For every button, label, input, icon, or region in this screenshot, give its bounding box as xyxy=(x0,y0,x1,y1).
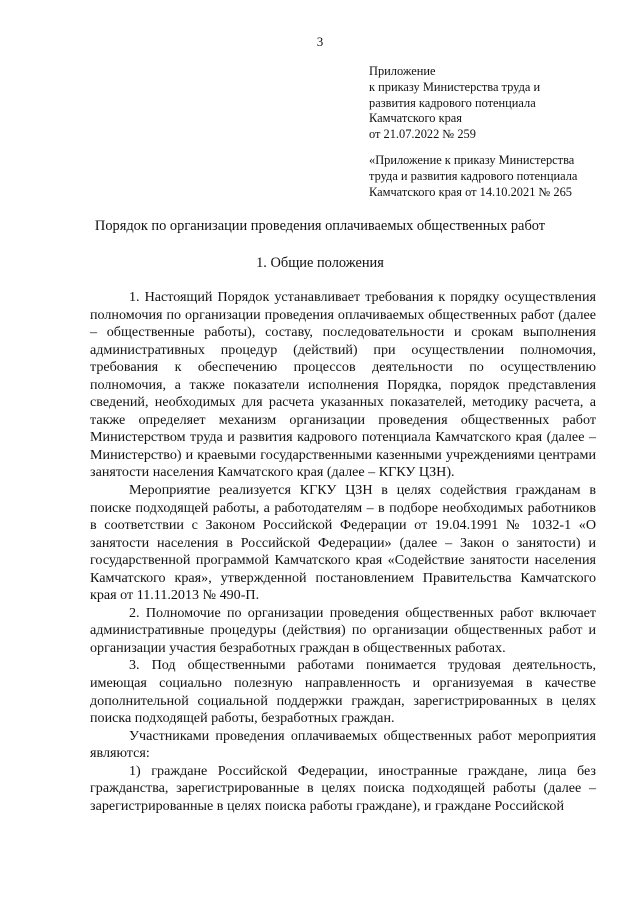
prior-appendix-line: труда и развития кадрового потенциала xyxy=(369,168,578,183)
section-heading: 1. Общие положения xyxy=(256,255,384,271)
appendix-line: Приложение xyxy=(369,64,436,78)
prior-appendix-line: Камчатского края от 14.10.2021 № 265 xyxy=(369,184,572,199)
paragraph: 1) граждане Российской Федерации, иностранные граждане, лица без гражданства, зарегистрированные в целях поиска подходящей работы (далее – зарегистрированные в целях поиска работы граждане), и граждане Российской xyxy=(90,762,596,814)
appendix-line: развития кадрового потенциала xyxy=(369,95,536,110)
prior-appendix-line: «Приложение к приказу Министерства xyxy=(369,153,575,167)
appendix-line: от 21.07.2022 № 259 xyxy=(369,127,476,142)
paragraph: 1. Настоящий Порядок устанавливает требования к порядку осуществления полномочия по организации проведения оплачиваемых общественных работ (далее – общественные работы), составу, последовательности и срокам выполнения административных процедур (действий) при осуществлении полномочия, требования к обеспечению процессов деятельности по осуществлению полномочия, а также показатели исполнения Порядка, порядок представления сведений, необходимых для расчета указанных показателей, методику расчета, а также определяет механизм организации проведения общественных работ Министерством труда и развития кадрового потенциала Камчатского края (далее – Министерство) и краевыми государственными казенными учреждениями центрами занятости населения Камчатского края (далее – КГКУ ЦЗН). xyxy=(90,289,596,481)
appendix-line: Камчатского края xyxy=(369,111,462,126)
document-title: Порядок по организации проведения оплачиваемых общественных работ xyxy=(94,218,546,234)
paragraph: 2. Полномочие по организации проведения общественных работ включает административные процедуры (действия) по организации общественных работ и организации участия безработных граждан в общественных работах. xyxy=(90,604,596,656)
paragraph: Мероприятие реализуется КГКУ ЦЗН в целях содействия гражданам в поиске подходящей работы, а работодателям – в подборе необходимых работников в соответствии с Законом Российской Федерации от 19.04.1991 № 1032-1 «О занятости населения в Российской Федерации» (далее – Закон о занятости) и государственной программой Камчатского края «Содействие занятости населения Камчатского края», утвержденной постановлением Правительства Камчатского края от 11.11.2013 № 490-П. xyxy=(90,482,596,604)
paragraph: 3. Под общественными работами понимается трудовая деятельность, имеющая социально полезную направленность и организуемая в качестве дополнительной социальной поддержки граждан, зарегистрированных в целях поиска подходящей работы, безработных граждан. xyxy=(90,657,596,727)
appendix-line: к приказу Министерства труда и xyxy=(369,79,541,94)
prior-appendix-block xyxy=(369,153,619,200)
appendix-block xyxy=(369,64,619,143)
paragraph: Участниками проведения оплачиваемых общественных работ мероприятия являются: xyxy=(90,727,596,762)
page-number: 3 xyxy=(316,34,324,49)
document-body xyxy=(90,289,596,815)
